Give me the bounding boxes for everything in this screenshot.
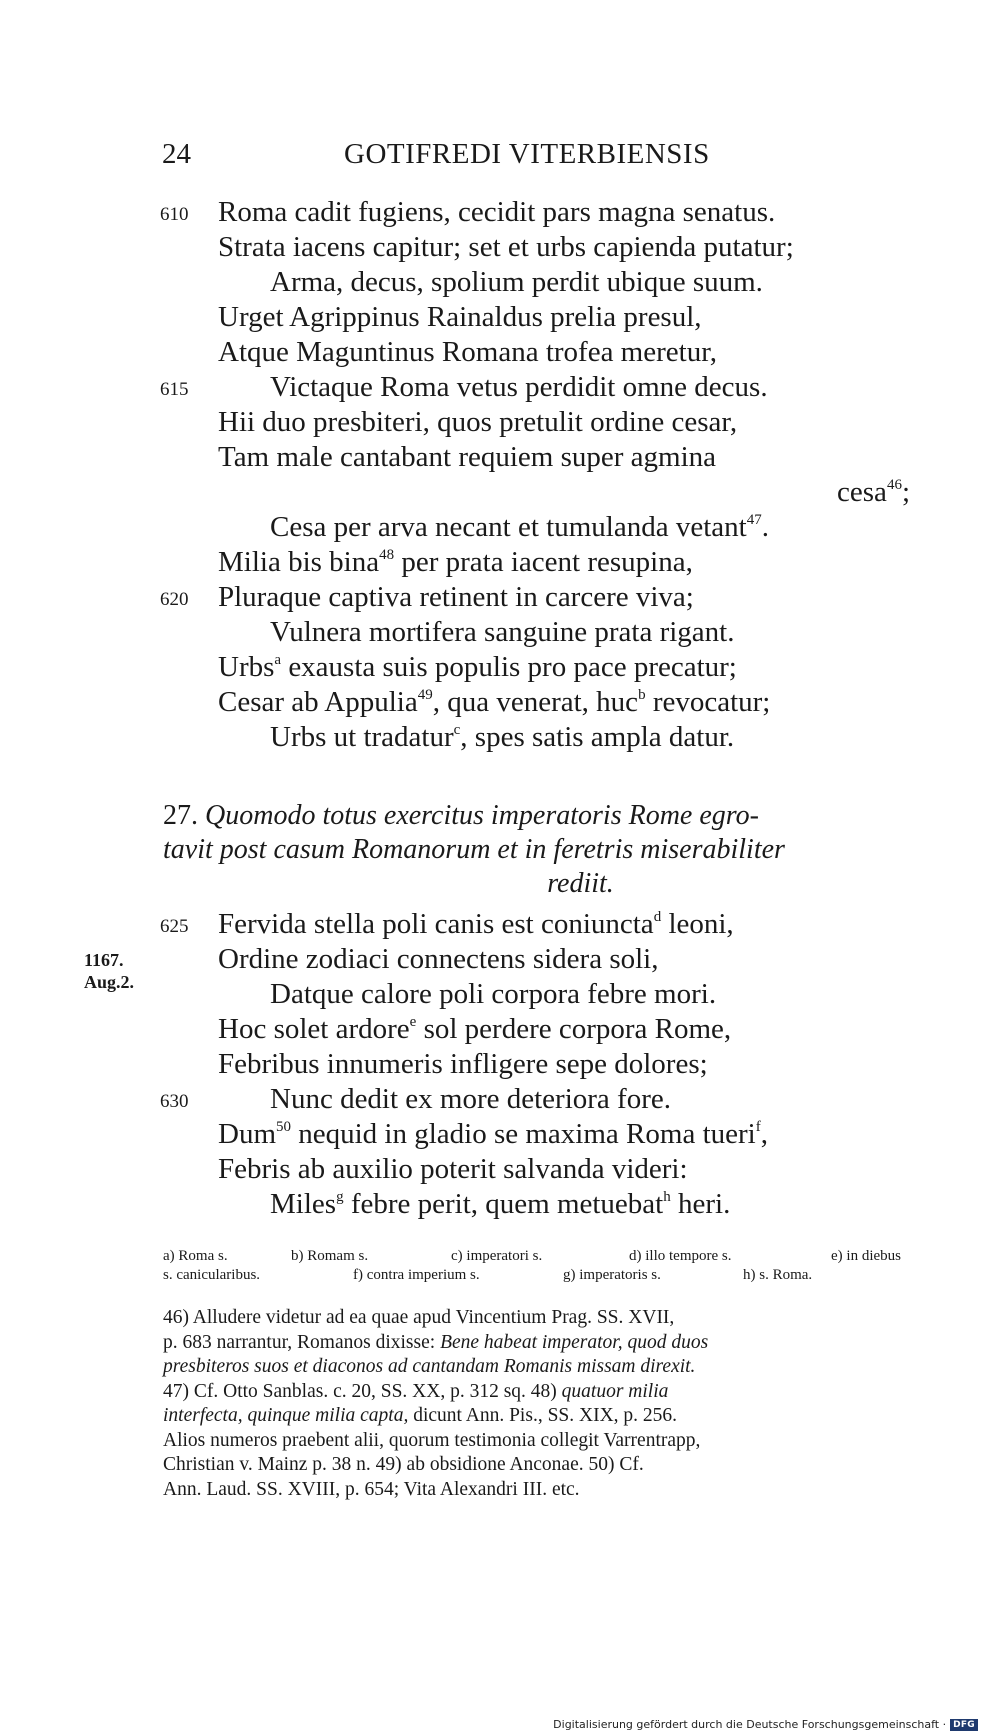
footnote-marker: f [755, 1119, 761, 1135]
footnote-marker: 46 [886, 477, 902, 493]
page-number: 24 [162, 138, 191, 170]
verse-fragment: Febribus innumeris infligere sepe dolores; [218, 1048, 708, 1080]
page-header [0, 138, 1000, 178]
verse-fragment: Vulnera mortifera sanguine prata rigant. [270, 616, 735, 648]
verse-line [160, 265, 940, 300]
verse-fragment: Datque calore poli corpora febre mori. [270, 978, 717, 1010]
verse-fragment: Milia bis bina [218, 546, 380, 578]
verse-fragment: heri. [670, 1188, 731, 1220]
apparatus-row-1 [163, 1247, 943, 1266]
verse-text [270, 977, 716, 1012]
verse-text [270, 615, 734, 650]
footnote-line [163, 1429, 943, 1454]
section-number: 27. [163, 800, 198, 831]
verse-fragment: Tam male cantabant requiem super agmina [218, 441, 717, 473]
poem-block-2 [160, 907, 940, 1222]
verse-fragment: per prata iacent resupina, [394, 546, 693, 578]
running-title: GOTIFREDI VITERBIENSIS [344, 138, 710, 170]
footnote-fragment: quatuor milia [561, 1380, 669, 1402]
verse-line [160, 230, 940, 265]
verse-line [160, 510, 940, 545]
footnote-fragment: 47) Cf. Otto Sanblas. c. 20, SS. XX, p. 312 sq. 48) [163, 1380, 562, 1402]
verse-text [837, 475, 910, 515]
verse-text [218, 1047, 708, 1082]
verse-fragment: , qua venerat, huc [432, 686, 639, 718]
apparatus-entry: g) imperatoris s. [563, 1267, 661, 1283]
footer-credit [553, 1718, 978, 1731]
verse-text [270, 265, 763, 300]
verse-fragment: Hoc solet ardore [218, 1013, 410, 1045]
verse-fragment: Urbs [218, 651, 275, 683]
verse-text [270, 370, 768, 405]
verse-fragment: Pluraque captiva retinent in carcere viva; [218, 581, 694, 613]
verse-text [218, 685, 770, 725]
verse-fragment: nequid in gladio se maxima Roma tueri [291, 1118, 756, 1150]
verse-fragment: , [760, 1118, 768, 1150]
verse-fragment: Nunc dedit ex more deteriora fore. [270, 1083, 671, 1115]
verse-fragment: Febris ab auxilio poterit salvanda videri: [218, 1153, 688, 1185]
verse-line [160, 335, 940, 370]
apparatus-entry: f) contra imperium s. [353, 1267, 480, 1283]
verse-line [160, 1187, 940, 1222]
verse-line [160, 580, 940, 615]
verse-text [218, 907, 734, 947]
verse-text [218, 650, 737, 690]
verse-line [160, 1117, 940, 1152]
verse-fragment: sol perdere corpora Rome, [416, 1013, 732, 1045]
footnote-fragment: interfecta, quinque milia capta, [163, 1405, 409, 1426]
apparatus-entry: e) in diebus [831, 1248, 901, 1264]
apparatus-entry: b) Romam s. [291, 1248, 369, 1264]
section-title-line-1: Quomodo totus exercitus imperatoris Rome egro- [205, 800, 759, 831]
verse-line [160, 942, 940, 977]
verse-line [160, 545, 940, 580]
verse-text [218, 942, 658, 977]
footnote-line [163, 1380, 943, 1405]
verse-text [270, 1082, 671, 1117]
verse-fragment: Arma, decus, spolium perdit ubique suum. [270, 266, 763, 298]
line-number: 625 [160, 916, 189, 937]
apparatus-entry: h) s. Roma. [743, 1267, 813, 1283]
footnote-marker: a [274, 652, 282, 668]
footnote-fragment: presbiteros suos et diaconos ad cantandam Romanis missam direxit. [163, 1356, 696, 1377]
footnote-marker: 49 [417, 687, 433, 703]
verse-text [218, 300, 702, 335]
footnote-line [163, 1478, 943, 1503]
verse-text [218, 545, 693, 585]
verse-fragment: exausta suis populis pro pace precatur; [281, 651, 737, 683]
line-number: 615 [160, 379, 189, 400]
footnote-fragment: Alios numeros praebent alii, quorum testimonia collegit Varrentrapp, [163, 1429, 701, 1451]
verse-line [160, 1047, 940, 1082]
verse-fragment: Urbs ut tradatur [270, 721, 454, 753]
verse-text [218, 580, 694, 615]
verse-line [160, 370, 940, 405]
verse-line [160, 650, 940, 685]
footnote-marker: g [336, 1189, 344, 1205]
margin-date: Aug.2. [84, 972, 135, 992]
footnote-marker: d [653, 909, 662, 925]
verse-line [160, 977, 940, 1012]
footnote-marker: b [638, 687, 646, 703]
verse-line [160, 685, 940, 720]
footnote-marker: 50 [276, 1119, 291, 1135]
dfg-logo-icon: DFG [950, 1719, 978, 1731]
verse-text [218, 405, 737, 440]
footnote-fragment: Ann. Laud. SS. XVIII, p. 654; Vita Alexandri III. etc. [163, 1478, 580, 1500]
section-heading [163, 799, 938, 901]
verse-text [218, 1012, 731, 1052]
footnote-marker: h [663, 1189, 671, 1205]
footnote-marker: e [409, 1014, 417, 1030]
verse-line [160, 1012, 940, 1047]
verse-fragment: Ordine zodiaci connectens sidera soli, [218, 943, 659, 975]
margin-year: 1167. [84, 950, 124, 970]
critical-apparatus [163, 1247, 943, 1285]
verse-line [160, 615, 940, 650]
verse-line [160, 440, 940, 475]
verse-fragment: Fervida stella poli canis est coniuncta [218, 908, 654, 940]
verse-fragment: leoni, [661, 908, 734, 940]
footnote-marker: 47 [746, 512, 762, 528]
verse-text [218, 440, 716, 475]
verse-fragment: Strata iacens capitur; set et urbs capienda putatur; [218, 231, 794, 263]
footnote-fragment: dicunt Ann. Pis., SS. XIX, p. 256. [408, 1405, 678, 1426]
verse-text [218, 195, 775, 230]
poem-block-1 [160, 195, 940, 755]
verse-fragment: Victaque Roma vetus perdidit omne decus. [270, 371, 768, 403]
verse-fragment: Atque Maguntinus Romana trofea meretur, [218, 336, 717, 368]
footnote-marker: c [453, 722, 461, 738]
verse-fragment: Miles [270, 1188, 337, 1220]
verse-fragment: Roma cadit fugiens, cecidit pars magna senatus. [218, 196, 776, 228]
line-number: 630 [160, 1091, 189, 1112]
verse-text [218, 1117, 768, 1157]
footnote-line [163, 1306, 943, 1331]
footnote-line [163, 1355, 943, 1380]
verse-line [160, 475, 940, 510]
footnote-line [163, 1404, 943, 1429]
verse-line [160, 405, 940, 440]
apparatus-entry: c) imperatori s. [451, 1248, 543, 1264]
verse-fragment: . [761, 511, 769, 543]
verse-line [160, 907, 940, 942]
verse-fragment: Cesar ab Appulia [218, 686, 418, 718]
apparatus-row-2 [163, 1266, 943, 1285]
verse-fragment: cesa [837, 476, 887, 508]
footnote-line [163, 1331, 943, 1356]
verse-fragment: , spes satis ampla datur. [460, 721, 735, 753]
footnote-fragment: p. 683 narrantur, Romanos dixisse: [163, 1331, 441, 1353]
footnote-fragment: 46) Alludere videtur ad ea quae apud Vincentium Prag. SS. XVII, [163, 1307, 675, 1328]
verse-text [270, 1187, 730, 1227]
verse-line [160, 720, 940, 755]
footnote-fragment: Bene habeat imperator, quod duos [440, 1331, 709, 1353]
line-number: 610 [160, 204, 189, 225]
verse-fragment: Dum [218, 1118, 276, 1150]
footnote-line [163, 1453, 943, 1478]
apparatus-entry: s. canicularibus. [163, 1267, 261, 1283]
verse-text [218, 335, 717, 370]
apparatus-entry: a) Roma s. [163, 1248, 228, 1264]
verse-fragment: Urget Agrippinus Rainaldus prelia presul, [218, 301, 702, 333]
footer-text: Digitalisierung gefördert durch die Deutsche Forschungsgemeinschaft · [553, 1718, 947, 1731]
line-number: 620 [160, 589, 189, 610]
verse-text [218, 230, 794, 265]
footnotes [163, 1306, 943, 1502]
verse-fragment: Cesa per arva necant et tumulanda vetant [270, 511, 747, 543]
verse-line [160, 300, 940, 335]
section-title-line-3: rediit. [547, 868, 614, 899]
verse-fragment: ; [901, 476, 910, 508]
verse-fragment: febre perit, quem metuebat [343, 1188, 664, 1220]
verse-line [160, 1152, 940, 1187]
verse-text [270, 720, 734, 760]
section-title-line-2: tavit post casum Romanorum et in feretris miserabiliter [163, 834, 785, 865]
verse-text [270, 510, 769, 550]
footnote-fragment: Christian v. Mainz p. 38 n. 49) ab obsidione Anconae. 50) Cf. [163, 1454, 644, 1475]
apparatus-entry: d) illo tempore s. [629, 1248, 732, 1264]
verse-line [160, 195, 940, 230]
verse-fragment: revocatur; [645, 686, 771, 718]
footnote-marker: 48 [379, 547, 395, 563]
verse-fragment: Hii duo presbiteri, quos pretulit ordine cesar, [218, 406, 738, 438]
verse-text [218, 1152, 688, 1187]
verse-line [160, 1082, 940, 1117]
